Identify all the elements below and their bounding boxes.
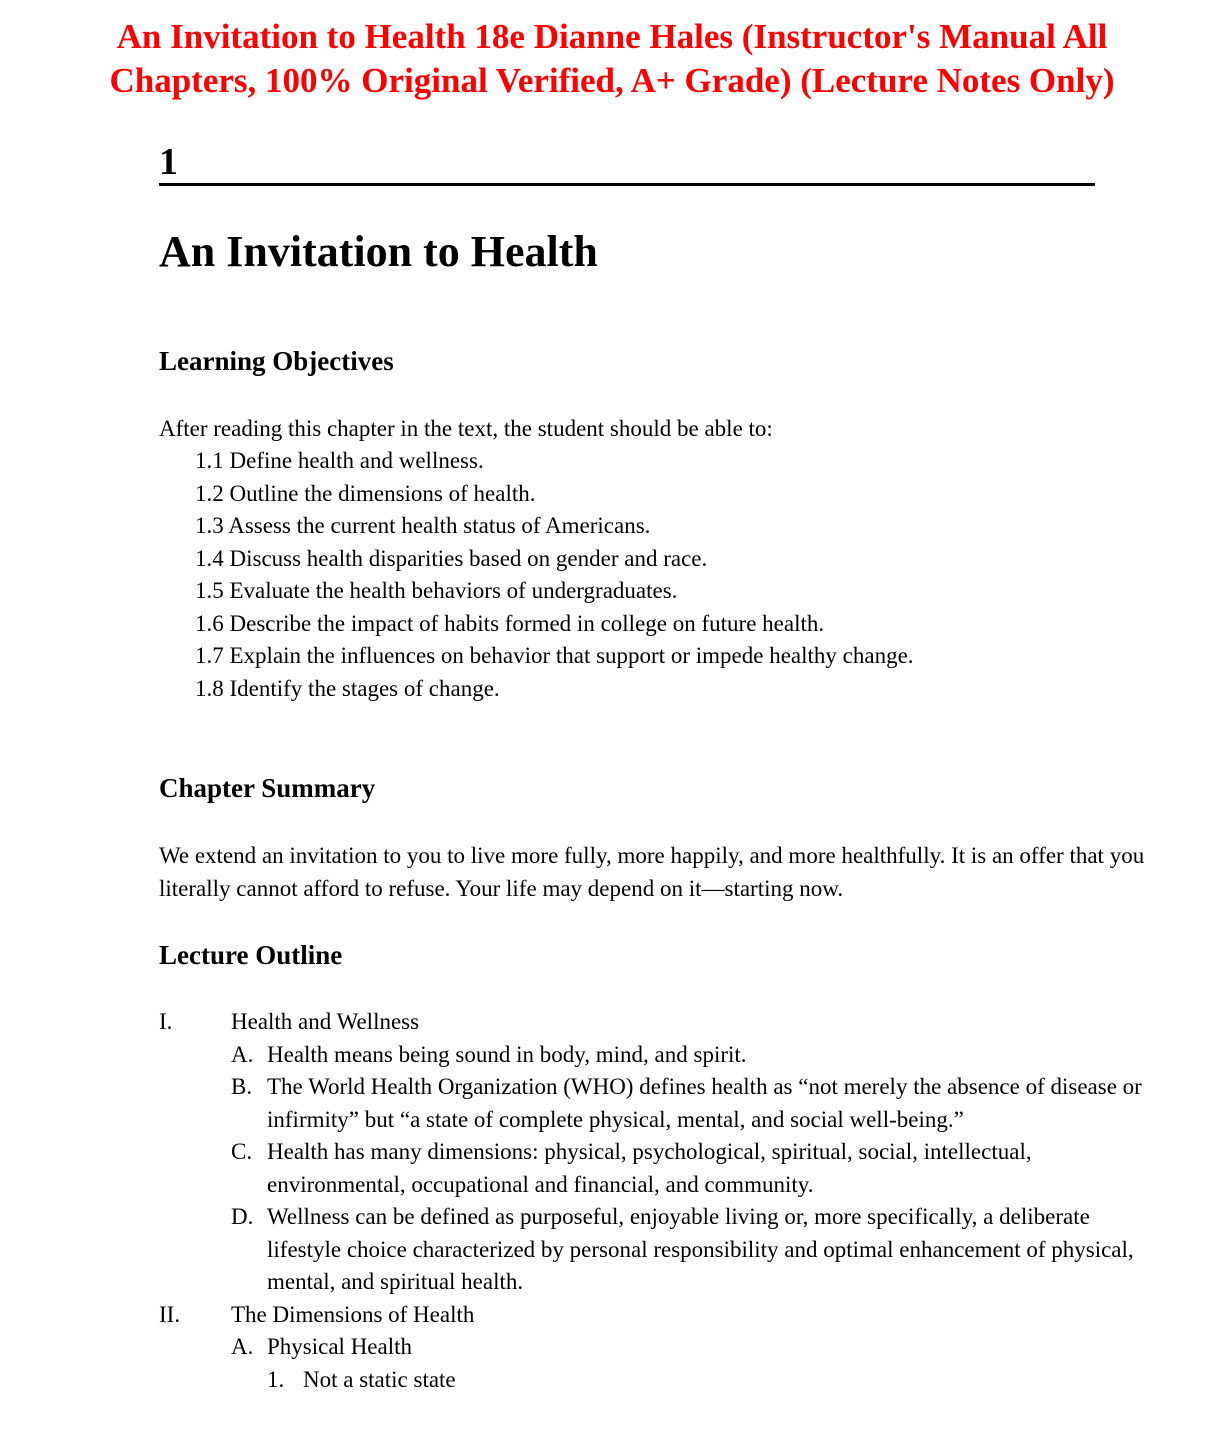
outline-section	[159, 1006, 1159, 1039]
outline-section	[159, 1299, 1159, 1332]
outline-subitem-text: Not a static state	[303, 1366, 456, 1392]
outline-section-number: II.	[159, 1301, 181, 1327]
chapter-title: An Invitation to Health	[159, 227, 598, 276]
objective-item: 1.2 Outline the dimensions of health.	[195, 480, 536, 506]
objective-item: 1.1 Define health and wellness.	[195, 448, 484, 473]
banner-line-1: An Invitation to Health 18e Dianne Hales (Instructor's Manual All	[116, 17, 1108, 56]
objective-item: 1.5 Evaluate the health behaviors of undergraduates.	[195, 578, 678, 603]
outline-item-letter: C.	[231, 1139, 253, 1164]
outline-item-text: The World Health Organization (WHO) defines health as “not merely the absence of disease or infirmity” but “a state of complete physical, mental, and social well-being.”	[267, 1074, 1142, 1132]
outline-section-title: Health and Wellness	[231, 1009, 420, 1034]
outline-item-letter: D.	[231, 1204, 254, 1229]
objective-item: 1.6 Describe the impact of habits formed in college on future health.	[195, 610, 825, 636]
outline-item-letter: B.	[231, 1074, 253, 1099]
outline-item-text: Physical Health	[267, 1334, 412, 1359]
outline-item	[159, 1331, 1159, 1364]
outline-item	[159, 1136, 1159, 1201]
outline-item-text: Wellness can be defined as purposeful, enjoyable living or, more specifically, a deliberate lifestyle choice characterized by personal responsibility and optimal enhancement of physical, mental, and spiritual health.	[267, 1204, 1134, 1294]
outline-subitem-number: 1.	[267, 1366, 285, 1392]
outline-item-text: Health means being sound in body, mind, and spirit.	[267, 1041, 747, 1067]
lecture-outline	[159, 1006, 1159, 1396]
outline-item	[159, 1039, 1159, 1072]
banner-line-2: Chapters, 100% Original Verified, A+ Grade) (Lecture Notes Only)	[109, 61, 1115, 100]
learning-objectives-list	[195, 445, 914, 705]
objective-item: 1.3 Assess the current health status of Americans.	[195, 513, 651, 538]
outline-subitem	[159, 1364, 1159, 1397]
outline-item-text: Health has many dimensions: physical, psychological, spiritual, social, intellectual, environmental, occupational and financial, and community.	[267, 1139, 1032, 1197]
lecture-outline-heading: Lecture Outline	[159, 940, 343, 970]
outline-section-title: The Dimensions of Health	[231, 1301, 475, 1327]
objective-item: 1.8 Identify the stages of change.	[195, 675, 500, 701]
objective-item: 1.7 Explain the influences on behavior that support or impede healthy change.	[195, 643, 914, 668]
outline-section-number: I.	[159, 1009, 173, 1034]
learning-objectives-intro: After reading this chapter in the text, the student should be able to:	[159, 416, 773, 441]
learning-objectives-heading: Learning Objectives	[159, 346, 394, 376]
chapter-summary-text: We extend an invitation to you to live more fully, more happily, and more healthfully. It is an offer that you literally cannot afford to refuse. Your life may depend on it—starting now.	[159, 843, 1145, 901]
outline-item-letter: A.	[231, 1334, 254, 1359]
chapter-summary-heading: Chapter Summary	[159, 773, 376, 803]
outline-item	[159, 1071, 1159, 1136]
outline-item-letter: A.	[231, 1041, 254, 1067]
chapter-number: 1	[159, 141, 1095, 186]
objective-item: 1.4 Discuss health disparities based on gender and race.	[195, 545, 708, 571]
document-banner	[0, 15, 1224, 103]
outline-item	[159, 1201, 1159, 1299]
